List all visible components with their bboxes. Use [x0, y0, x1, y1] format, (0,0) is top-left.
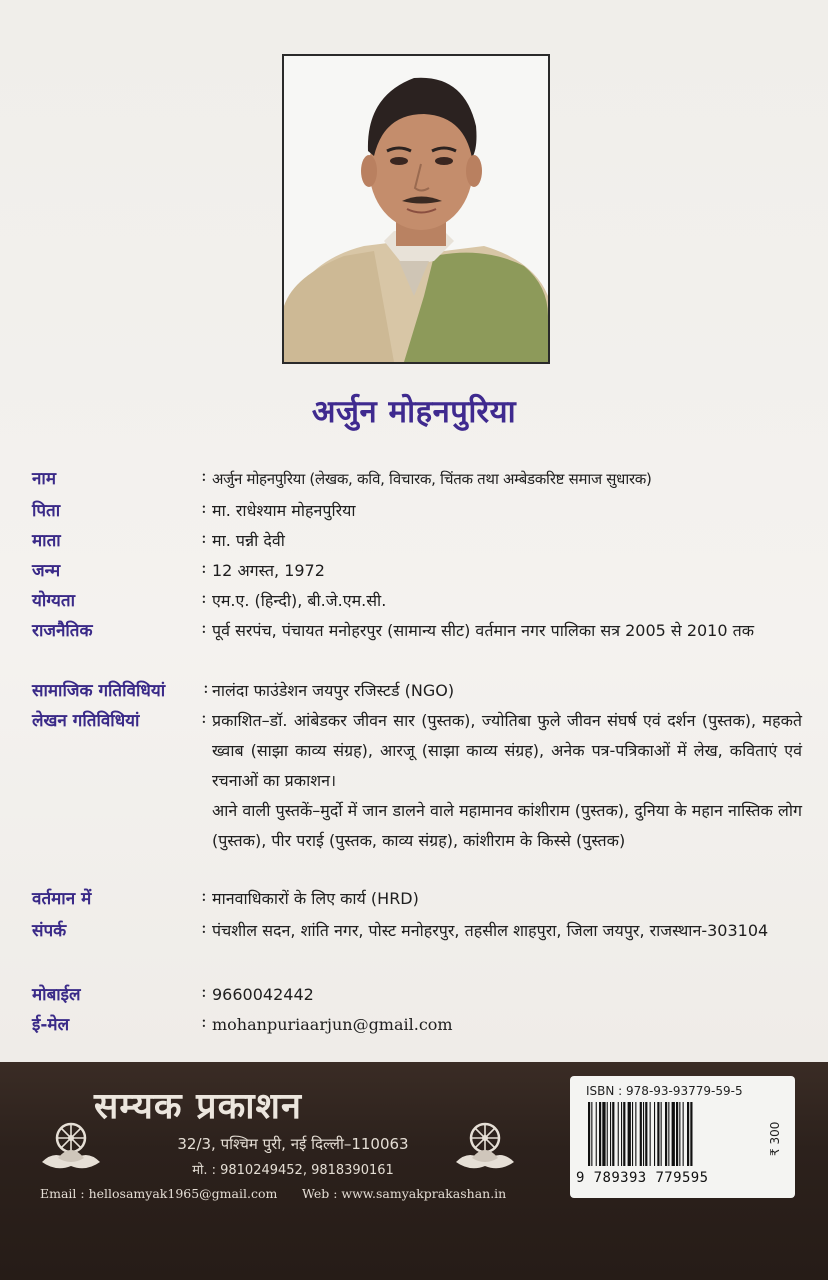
publisher-name: सम्यक प्रकाशन [94, 1086, 303, 1127]
detail-value: मा. राधेश्याम मोहनपुरिया [212, 501, 356, 520]
barcode-bar [676, 1102, 678, 1166]
detail-value: प्रकाशित–डॉ. आंबेडकर जीवन सार (पुस्तक), ज्योतिबा फुले जीवन संघर्ष एवं दर्शन (पुस्तक), महकते ख्वाब (साझा काव्य संग्रह), आरजू (साझा काव्य संग्रह), अनेक पत्र-पत्रिकाओं में लेख, कविताएं एवं रचनाओं का प्रकाशन। [212, 711, 802, 790]
barcode-bar [657, 1102, 659, 1166]
detail-value: mohanpuriaarjun@gmail.com [212, 1015, 453, 1034]
detail-label: नाम [32, 469, 57, 489]
barcode-bar [645, 1102, 647, 1166]
detail-label: ई-मेल [32, 1015, 70, 1035]
publisher-footer [0, 1062, 828, 1280]
detail-colon: : [201, 918, 207, 938]
detail-label: योग्यता [32, 591, 75, 611]
barcode-bar [628, 1102, 631, 1166]
detail-colon: : [201, 982, 207, 1002]
portrait-image [284, 56, 548, 362]
barcode-bar [661, 1102, 662, 1166]
detail-colon: : [201, 618, 207, 638]
detail-value: नालंदा फाउंडेशन जयपुर रजिस्टर्ड (NGO) [212, 681, 455, 700]
detail-colon: : [201, 466, 207, 486]
detail-label: राजनैतिक [32, 621, 93, 641]
detail-colon: : [201, 498, 207, 518]
barcode-bar [640, 1102, 642, 1166]
detail-colon: : [201, 1012, 207, 1032]
barcode-bar [679, 1102, 680, 1166]
barcode-bar [672, 1102, 675, 1166]
barcode-bar [607, 1102, 608, 1166]
detail-value: मा. पन्नी देवी [212, 531, 285, 550]
detail-value: पंचशील सदन, शांति नगर, पोस्ट मनोहरपुर, तहसील शाहपुरा, जिला जयपुर, राजस्थान-303104 [212, 921, 769, 940]
detail-label: माता [32, 531, 61, 551]
barcode-bar [690, 1102, 692, 1166]
publisher-address: 32/3, पश्चिम पुरी, नई दिल्ली–110063 [177, 1135, 409, 1153]
publisher-website: Web : www.samyakprakashan.in [302, 1186, 507, 1201]
isbn-number: ISBN : 978-93-93779-59-5 [586, 1084, 743, 1098]
isbn-barcode [570, 1076, 795, 1198]
barcode-bar [599, 1102, 601, 1166]
detail-label: जन्म [32, 561, 61, 581]
barcode-bar [623, 1102, 625, 1166]
detail-value: पूर्व सरपंच, पंचायत मनोहरपुर (सामान्य सीट) वर्तमान नगर पालिका सत्र 2005 से 2010 तक [212, 621, 755, 640]
barcode-bar [602, 1102, 605, 1166]
detail-value: 9660042442 [212, 985, 314, 1004]
barcode-bar [635, 1102, 636, 1166]
barcode-bar [621, 1102, 622, 1166]
publisher-email: Email : hellosamyak1965@gmail.com [40, 1186, 278, 1201]
barcode-bar [591, 1102, 592, 1166]
author-name-heading: अर्जुन मोहनपुरिया [311, 394, 517, 430]
detail-colon: : [201, 886, 207, 906]
barcode-bar [588, 1102, 590, 1166]
detail-colon: : [201, 588, 207, 608]
detail-value-upcoming: आने वाली पुस्तकें–मुर्दो में जान डालने वाले महामानव कांशीराम (पुस्तक), दुनिया के महान नास्तिक लोग (पुस्तक), पीर पराई (पुस्तक, काव्य संग्रह), कांशीराम के किस्से (पुस्तक) [212, 801, 802, 850]
barcode-bar [612, 1102, 614, 1166]
author-photo [282, 54, 550, 364]
barcode-bar [665, 1102, 667, 1166]
detail-label: लेखन गतिविधियां [32, 711, 140, 731]
barcode-bar [654, 1102, 655, 1166]
barcode-bar [643, 1102, 644, 1166]
price-label: ₹ 300 [768, 1121, 782, 1157]
dharma-chakra-lotus-icon [38, 1118, 104, 1176]
detail-colon: : [201, 528, 207, 548]
detail-colon: : [201, 558, 207, 578]
detail-colon: : [201, 708, 207, 728]
barcode-bar [596, 1102, 597, 1166]
barcode-bar [650, 1102, 651, 1166]
dharma-chakra-lotus-icon [452, 1118, 518, 1176]
detail-label: सामाजिक गतिविधियां [32, 681, 166, 701]
detail-value: 12 अगस्त, 1972 [212, 561, 325, 580]
barcode-bar [668, 1102, 669, 1166]
detail-colon: : [203, 678, 209, 698]
barcode-bar [610, 1102, 611, 1166]
barcode-bars [580, 1102, 766, 1168]
barcode-bar [632, 1102, 633, 1166]
detail-label: वर्तमान में [32, 889, 92, 909]
detail-value: एम.ए. (हिन्दी), बी.जे.एम.सी. [212, 591, 387, 610]
barcode-bar [683, 1102, 684, 1166]
barcode-digits: 9 789393 779595 [576, 1170, 709, 1186]
detail-label: संपर्क [32, 921, 67, 941]
detail-value: मानवाधिकारों के लिए कार्य (HRD) [212, 889, 419, 908]
detail-label: पिता [32, 501, 61, 521]
detail-value: अर्जुन मोहनपुरिया (लेखक, कवि, विचारक, चिंतक तथा अम्बेडकरिष्ट समाज सुधारक) [212, 470, 652, 488]
barcode-bar [687, 1102, 689, 1166]
publisher-phone: मो. : 9810249452, 9818390161 [192, 1163, 394, 1178]
barcode-bar [618, 1102, 619, 1166]
detail-label: मोबाईल [32, 985, 81, 1005]
